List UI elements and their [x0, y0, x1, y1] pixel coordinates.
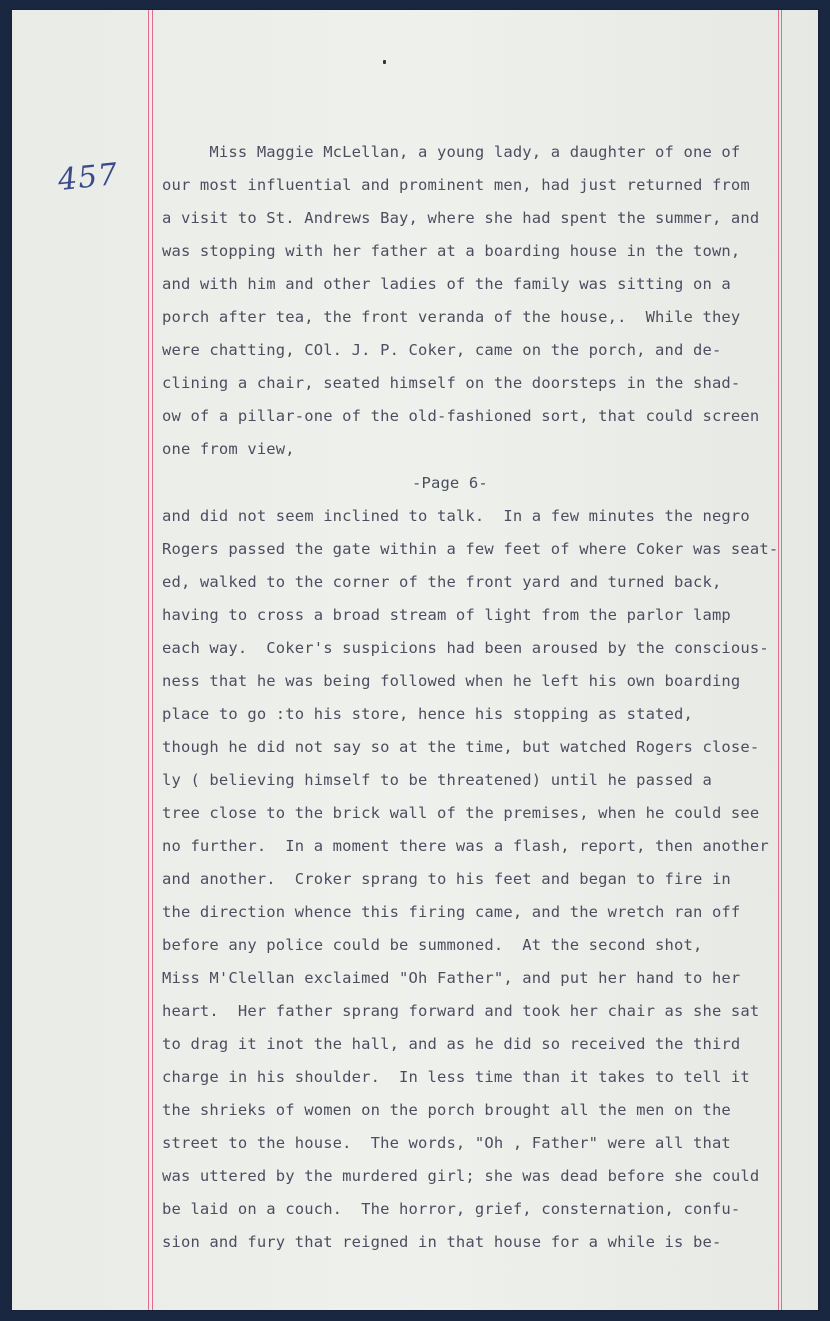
text-line: and did not seem inclined to talk. In a few minutes the negro	[162, 507, 750, 525]
text-line: was uttered by the murdered girl; she was dead before she could	[162, 1167, 760, 1185]
ink-dot	[383, 60, 386, 64]
text-line: and another. Croker sprang to his feet and began to fire in	[162, 870, 731, 888]
text-line: and with him and other ladies of the family was sitting on a	[162, 275, 731, 293]
text-line: the direction whence this firing came, and the wretch ran off	[162, 903, 741, 921]
text-line: heart. Her father sprang forward and took her chair as she sat	[162, 1002, 760, 1020]
handwritten-page-number: 457	[56, 156, 120, 199]
right-margin-line	[778, 10, 779, 1310]
document-page	[12, 10, 818, 1310]
text-line: place to go :to his store, hence his stopping as stated,	[162, 705, 693, 723]
text-line: porch after tea, the front veranda of the house,. While they	[162, 308, 741, 326]
text-line: Rogers passed the gate within a few feet of where Coker was seat-	[162, 540, 779, 558]
text-line: each way. Coker's suspicions had been aroused by the conscious-	[162, 639, 769, 657]
text-line: ness that he was being followed when he left his own boarding	[162, 672, 741, 690]
text-line: be laid on a couch. The horror, grief, consternation, confu-	[162, 1200, 741, 1218]
page-marker: -Page 6-	[412, 474, 488, 492]
text-line: one from view,	[162, 440, 295, 458]
text-line: before any police could be summoned. At the second shot,	[162, 936, 703, 954]
text-line: charge in his shoulder. In less time than it takes to tell it	[162, 1068, 750, 1086]
text-line: ed, walked to the corner of the front yard and turned back,	[162, 573, 722, 591]
left-margin-line	[148, 10, 149, 1310]
text-line: ow of a pillar-one of the old-fashioned sort, that could screen	[162, 407, 760, 425]
left-margin-line-inner	[152, 10, 153, 1310]
text-line: having to cross a broad stream of light from the parlor lamp	[162, 606, 731, 624]
text-line: sion and fury that reigned in that house for a while is be-	[162, 1233, 722, 1251]
text-line: street to the house. The words, "Oh , Father" were all that	[162, 1134, 731, 1152]
text-line: were chatting, COl. J. P. Coker, came on the porch, and de-	[162, 341, 722, 359]
text-line: the shrieks of women on the porch brought all the men on the	[162, 1101, 731, 1119]
text-line: Miss M'Clellan exclaimed "Oh Father", and put her hand to her	[162, 969, 741, 987]
text-line: was stopping with her father at a boarding house in the town,	[162, 242, 741, 260]
right-margin-line-inner	[781, 10, 782, 1310]
text-line: though he did not say so at the time, but watched Rogers close-	[162, 738, 760, 756]
text-line: no further. In a moment there was a flash, report, then another	[162, 837, 769, 855]
text-line: to drag it inot the hall, and as he did so received the third	[162, 1035, 741, 1053]
text-line: Miss Maggie McLellan, a young lady, a daughter of one of	[162, 143, 741, 161]
text-line: our most influential and prominent men, had just returned from	[162, 176, 750, 194]
text-line: a visit to St. Andrews Bay, where she had spent the summer, and	[162, 209, 760, 227]
text-line: ly ( believing himself to be threatened) until he passed a	[162, 771, 712, 789]
text-line: tree close to the brick wall of the premises, when he could see	[162, 804, 760, 822]
text-line: clining a chair, seated himself on the doorsteps in the shad-	[162, 374, 741, 392]
